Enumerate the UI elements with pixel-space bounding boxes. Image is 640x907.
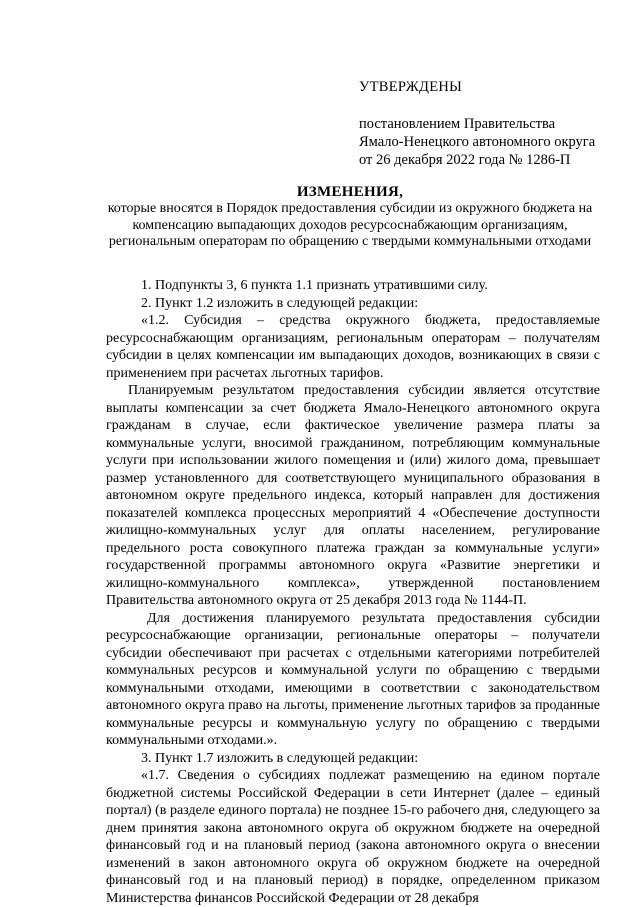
approval-line: постановлением Правительства bbox=[359, 116, 556, 132]
paragraph: 2. Пункт 1.2 изложить в следующей редакции: bbox=[141, 295, 419, 311]
approval-stamp bbox=[359, 78, 595, 169]
document-body bbox=[106, 277, 600, 907]
document-subtitle: которые вносятся в Порядок предоставления субсидии из окружного бюджета на компенсацию выпадающих доходов ресурсоснабжающим организациям, региональным операторам по обращению с твердыми коммунальными отходами bbox=[107, 201, 593, 249]
approval-heading: УТВЕРЖДЕНЫ bbox=[359, 79, 463, 95]
approval-line: Ямало-Ненецкого автономного округа bbox=[359, 134, 596, 150]
paragraph: «1.7. Сведения о субсидиях подлежат размещению на едином портале бюджетной системы Российской Федерации в сети Интернет (далее – единый портал) (в разделе единого портала) не позднее 15-го рабочего дня, следующего за днем принятия закона автономного округа об окружном бюджете на очередной финансовый год и на плановый период (закона автономного округа о внесении изменений в закон автономного округа об окружном бюджете на очередной финансовый год и на плановый период) в порядке, определенном приказом Министерства финансов Российской Федерации от 28 декабря bbox=[106, 768, 600, 906]
document-title: ИЗМЕНЕНИЯ, bbox=[296, 184, 404, 200]
paragraph: «1.2. Субсидия – средства окружного бюджета, предоставляемые ресурсоснабжающим организациям, региональным операторам – получателям субсидии в целях компенсации им выпадающих доходов, возникающих в связи с применением при расчетах льготных тарифов. bbox=[106, 313, 600, 381]
paragraph: 3. Пункт 1.7 изложить в следующей редакции: bbox=[141, 750, 419, 766]
paragraph: Для достижения планируемого результата предоставления субсидии ресурсоснабжающие организации, региональные операторы – получатели субсидии обеспечивают при расчетах с отдельными категориями потребителей коммунальных ресурсов и коммунальной услуги по обращению с твердыми коммунальными отходами, имеющими в соответствии с законодательством автономного округа право на льготы, применение льготных тарифов за проданные коммунальные ресурсы и коммунальную услугу по обращению с твердыми коммунальными отходами.». bbox=[106, 610, 600, 748]
paragraph: 1. Подпункты 3, 6 пункта 1.1 признать утратившими силу. bbox=[141, 278, 488, 293]
approval-line: от 26 декабря 2022 года № 1286-П bbox=[359, 152, 571, 168]
paragraph: Планируемым результатом предоставления субсидии является отсутствие выплаты компенсации за счет бюджета Ямало-Ненецкого автономного округа гражданам в случае, если фактическое увеличение размера платы за коммунальные услуги, вносимой гражданином, потребляющим коммунальные услуги при использовании жилого помещения и (или) жилого дома, превышает размер установленного для соответствующего муниципального образования в автономном округе предельного индекса, который направлен для достижения показателей комплекса процессных мероприятий 4 «Обеспечение доступности жилищно-коммунальных услуг для оплаты населением, регулирование предельного роста совокупного платежа граждан за коммунальные услуги» государственной программы автономного округа «Развитие энергетики и жилищно-коммунального комплекса», утвержденной постановлением Правительства автономного округа от 25 декабря 2013 года № 1144-П. bbox=[106, 383, 600, 608]
